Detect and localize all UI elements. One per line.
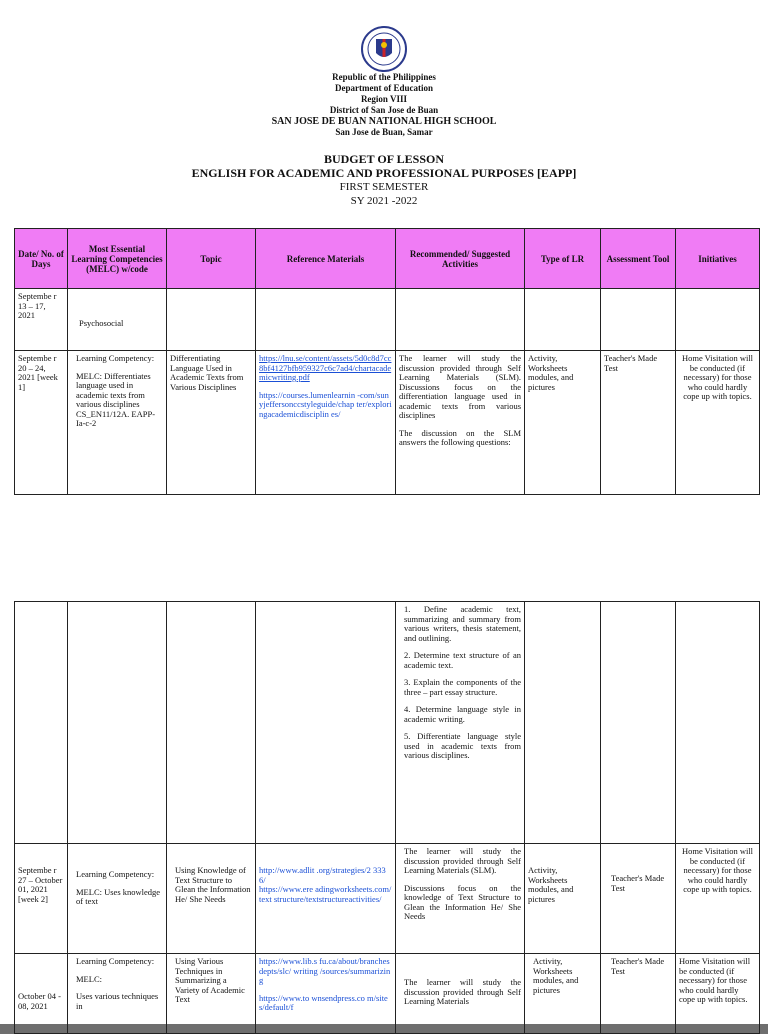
- col-header-references: Reference Materials: [256, 229, 396, 289]
- cell-references: [256, 602, 396, 844]
- activity-item: 1. Define academic text, summarizing and summary from various writers, thesis statement, and outlining.: [404, 604, 521, 643]
- budget-table-page2: [14, 601, 760, 1034]
- cell-initiatives: Home Visitation will be conducted (if necessary) for those who could hardly cope up with topics.: [676, 351, 760, 495]
- melc-label: Learning Competency:: [76, 869, 155, 879]
- cell-initiatives: Home Visitation will be conducted (if necessary) for those who could hardly cope up with topics.: [676, 954, 760, 1034]
- reference-link[interactable]: https://www.ere adingworksheets.com/text structure/textstructureactivities/: [259, 884, 392, 904]
- title-sy: SY 2021 -2022: [350, 195, 418, 207]
- col-header-date: Date/ No. of Days: [15, 229, 68, 289]
- school-header: [0, 72, 768, 138]
- cell-activities: [396, 351, 525, 495]
- cell-melc: [68, 289, 167, 351]
- cell-date: [15, 602, 68, 844]
- melc-text: Uses various techniques in: [76, 991, 159, 1011]
- activity-text: Discussions focus on the knowledge of Text Structure to Glean the Information He/ She Needs: [404, 882, 521, 921]
- cell-references: [256, 289, 396, 351]
- activity-text: The learner will study the discussion provided through Self Learning Materials (SLM).: [404, 846, 521, 875]
- activity-text: The learner will study the discussion provided through Self Learning Materials (SLM). Discussions focus on the differentiation language used in academic texts from various disciplines: [399, 353, 521, 420]
- col-header-initiatives: Initiatives: [676, 229, 760, 289]
- cell-lr-type: Activity, Worksheets modules, and pictures: [525, 351, 601, 495]
- activity-text: The discussion on the SLM answers the following questions:: [399, 427, 521, 447]
- cell-assessment: [601, 289, 676, 351]
- col-header-lr-type: Type of LR: [525, 229, 601, 289]
- cell-topic: [167, 289, 256, 351]
- title-subject: ENGLISH FOR ACADEMIC AND PROFESSIONAL PURPOSES [EAPP]: [191, 166, 577, 180]
- reference-link[interactable]: https://www.lib.s fu.ca/about/branchesdepts/slc/ writing /sources/summarizing: [259, 956, 391, 985]
- cell-topic: Using Knowledge of Text Structure to Glean the Information He/ She Needs: [167, 844, 256, 954]
- activity-item: 3. Explain the components of the three – part essay structure.: [404, 677, 521, 697]
- cell-topic: Differentiating Language Used in Academic Texts from Various Disciplines: [167, 351, 256, 495]
- activity-text: The learner will study the discussion provided through Self Learning Materials: [404, 977, 521, 1006]
- cell-melc: [68, 844, 167, 954]
- melc-label: Learning Competency:: [76, 956, 155, 966]
- cell-activities: [396, 954, 525, 1034]
- cell-date: Septembe r 13 – 17, 2021: [15, 289, 68, 351]
- header-line-5: SAN JOSE DE BUAN NATIONAL HIGH SCHOOL: [271, 116, 497, 127]
- cell-lr-type: [525, 602, 601, 844]
- col-header-assessment: Assessment Tool: [601, 229, 676, 289]
- cell-date: Septembe r 20 – 24, 2021 [week 1]: [15, 351, 68, 495]
- cell-lr-type: [525, 289, 601, 351]
- cell-references: [256, 844, 396, 954]
- melc-text: MELC: Differentiates language used in academic texts from various disciplines CS_EN11/12A. EAPP-Ia-c-2: [76, 370, 156, 428]
- cell-initiatives: Home Visitation will be conducted (if necessary) for those who could hardly cope up with topics.: [676, 844, 760, 954]
- cell-lr-type: Activity, Worksheets modules, and pictures: [525, 954, 601, 1034]
- melc-text: MELC: Uses knowledge of text: [76, 886, 161, 906]
- header-line-2: Department of Education: [335, 83, 433, 93]
- table-row: [15, 954, 760, 1034]
- cell-assessment: Teacher's Made Test: [601, 954, 676, 1034]
- cell-assessment: [601, 602, 676, 844]
- cell-lr-type: Activity, Worksheets modules, and pictures: [525, 844, 601, 954]
- title-semester: FIRST SEMESTER: [339, 181, 429, 193]
- header-line-4: District of San Jose de Buan: [329, 105, 439, 115]
- cell-activities: [396, 289, 525, 351]
- reference-link[interactable]: https://courses.lumenlearnin -com/sunyjeffersonccstyleguide/chap ter/exploringacademicdisciplin es/: [259, 389, 392, 419]
- melc-label: MELC:: [76, 973, 102, 984]
- col-header-melc: Most Essential Learning Competencies (MELC) w/code: [68, 229, 167, 289]
- cell-activities: [396, 844, 525, 954]
- document-title: [0, 152, 768, 208]
- activity-item: 5. Differentiate language style used in academic texts from various disciplines.: [404, 731, 521, 760]
- cell-melc: [68, 351, 167, 495]
- title-main: BUDGET OF LESSON: [323, 152, 445, 166]
- cell-melc: [68, 602, 167, 844]
- cell-topic: Using Various Techniques in Summarizing a Variety of Academic Text: [167, 954, 256, 1034]
- table-header-row: [15, 229, 760, 289]
- cell-date: October 04 - 08, 2021: [15, 954, 68, 1034]
- table-row: [15, 289, 760, 351]
- reference-link[interactable]: https://lnu.se/content/assets/5d0c8d7cc8bf4127bfb959327c6c7ad4/chartacade micwriting.pdf: [259, 353, 392, 382]
- header-line-1: Republic of the Philippines: [332, 72, 436, 82]
- cell-assessment: Teacher's Made Test: [601, 351, 676, 495]
- cell-assessment: Teacher's Made Test: [601, 844, 676, 954]
- col-header-topic: Topic: [167, 229, 256, 289]
- budget-table-page1: [14, 228, 760, 495]
- cell-melc: [68, 954, 167, 1034]
- cell-date: Septembe r 27 – October 01, 2021 [week 2]: [15, 844, 68, 954]
- cell-references: [256, 954, 396, 1034]
- reference-link[interactable]: https://www.to wnsendpress.co m/sites/default/f: [259, 992, 388, 1012]
- header-line-3: Region VIII: [360, 94, 408, 104]
- cell-initiatives: [676, 602, 760, 844]
- activity-item: 4. Determine language style in academic writing.: [404, 704, 521, 724]
- reference-link[interactable]: http://www.adlit .org/strategies/2 3336/: [259, 865, 386, 885]
- activity-item: 2. Determine text structure of an academic text.: [404, 650, 521, 670]
- table-row: [15, 351, 760, 495]
- col-header-activities: Recommended/ Suggested Activities: [396, 229, 525, 289]
- melc-label: Learning Competency:: [76, 353, 155, 363]
- cell-references: [256, 351, 396, 495]
- header-line-6: San Jose de Buan, Samar: [335, 127, 433, 137]
- melc-text: Psychosocial: [79, 318, 124, 328]
- cell-initiatives: [676, 289, 760, 351]
- cell-activities: [396, 602, 525, 844]
- table-row: [15, 844, 760, 954]
- table-row: [15, 602, 760, 844]
- cell-topic: [167, 602, 256, 844]
- deped-seal-logo: [356, 25, 412, 75]
